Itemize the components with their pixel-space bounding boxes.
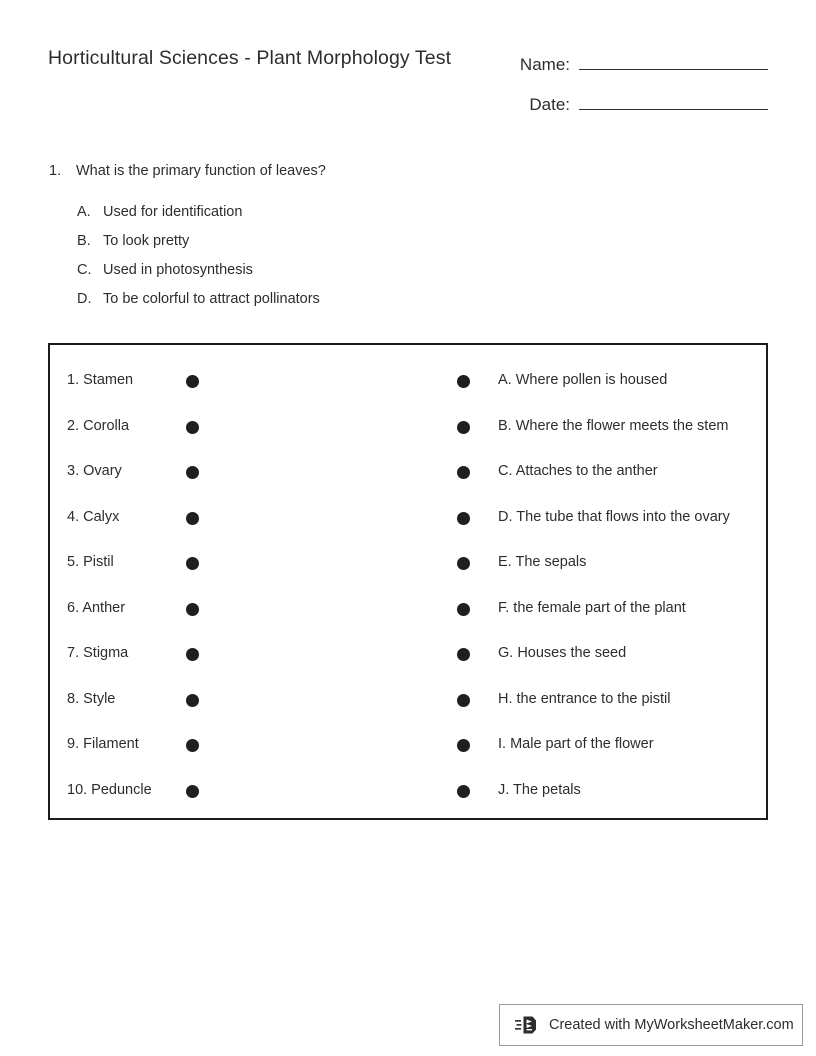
matching-definition-dot[interactable] [457, 557, 470, 570]
matching-definition-dot[interactable] [457, 375, 470, 388]
matching-term-label: 6. Anther [67, 599, 126, 616]
matching-definition-label: D. The tube that flows into the ovary [498, 508, 730, 525]
matching-definition-dot[interactable] [457, 421, 470, 434]
matching-row [50, 463, 766, 483]
matching-term-label: 9. Filament [67, 736, 139, 752]
question-1-row [0, 160, 816, 189]
matching-definition-dot[interactable] [457, 785, 470, 798]
date-input-line[interactable] [579, 89, 768, 110]
option-c-letter: C. [77, 262, 92, 278]
matching-definition-label: F. the female part of the plant [498, 599, 686, 616]
matching-definition-dot[interactable] [457, 603, 470, 616]
option-c-text: Used in photosynthesis [103, 262, 253, 278]
matching-row [50, 600, 766, 620]
name-input-line[interactable] [579, 49, 768, 70]
matching-definition-label: E. The sepals [498, 554, 587, 570]
matching-term-dot[interactable] [186, 466, 199, 479]
matching-definition-label: I. Male part of the flower [498, 736, 654, 752]
matching-definition-dot[interactable] [457, 466, 470, 479]
date-field-label: Date: [529, 95, 570, 114]
option-d-text: To be colorful to attract pollinators [103, 291, 320, 307]
matching-definition-label: B. Where the flower meets the stem [498, 417, 729, 434]
matching-definition-label: J. The petals [498, 781, 581, 798]
name-field-row [508, 49, 768, 75]
option-c[interactable] [0, 259, 816, 288]
matching-term-label: 5. Pistil [67, 554, 114, 570]
matching-term-dot[interactable] [186, 739, 199, 752]
matching-term-label: 3. Ovary [67, 463, 122, 479]
matching-definition-dot[interactable] [457, 739, 470, 752]
option-a-letter: A. [77, 204, 91, 220]
name-field-label: Name: [519, 55, 570, 74]
question-1-text: What is the primary function of leaves? [76, 163, 326, 179]
option-d-letter: D. [77, 291, 92, 307]
matching-term-dot[interactable] [186, 557, 199, 570]
matching-term-label: 8. Style [67, 690, 116, 707]
matching-row [50, 554, 766, 574]
page-title: Horticultural Sciences - Plant Morphology Test [48, 47, 452, 69]
matching-term-dot[interactable] [186, 375, 199, 388]
matching-term-label: 10. Peduncle [67, 781, 152, 798]
footer-text: Created with MyWorksheetMaker.com [549, 1017, 794, 1033]
worksheet-maker-logo-icon [514, 1012, 540, 1038]
worksheet-header [0, 0, 816, 140]
matching-definition-dot[interactable] [457, 512, 470, 525]
matching-term-label: 4. Calyx [67, 508, 120, 525]
matching-row [50, 418, 766, 438]
matching-row [50, 691, 766, 711]
option-a[interactable] [0, 201, 816, 230]
matching-term-dot[interactable] [186, 603, 199, 616]
question-1-block [0, 160, 816, 317]
matching-row [50, 645, 766, 665]
matching-term-dot[interactable] [186, 648, 199, 661]
matching-term-dot[interactable] [186, 694, 199, 707]
matching-term-label: 2. Corolla [67, 417, 130, 434]
option-a-text: Used for identification [103, 204, 243, 220]
matching-term-dot[interactable] [186, 785, 199, 798]
matching-row [50, 736, 766, 756]
matching-definition-label: C. Attaches to the anther [498, 463, 658, 479]
matching-row [50, 509, 766, 529]
matching-row [50, 782, 766, 802]
question-1-number: 1. [49, 163, 62, 179]
footer-badge[interactable] [499, 1004, 803, 1046]
matching-term-label: 1. Stamen [67, 372, 134, 388]
matching-definition-label: H. the entrance to the pistil [498, 690, 671, 707]
matching-row [50, 372, 766, 392]
matching-definition-dot[interactable] [457, 648, 470, 661]
option-b-text: To look pretty [103, 233, 190, 249]
matching-term-dot[interactable] [186, 512, 199, 525]
matching-definition-label: G. Houses the seed [498, 645, 627, 661]
matching-term-dot[interactable] [186, 421, 199, 434]
matching-definition-dot[interactable] [457, 694, 470, 707]
option-b-letter: B. [77, 233, 91, 249]
matching-exercise-box [48, 343, 768, 820]
matching-term-label: 7. Stigma [67, 645, 129, 661]
question-1-options [0, 201, 816, 317]
option-b[interactable] [0, 230, 816, 259]
matching-definition-label: A. Where pollen is housed [498, 372, 668, 388]
option-d[interactable] [0, 288, 816, 317]
date-field-row [508, 89, 768, 115]
